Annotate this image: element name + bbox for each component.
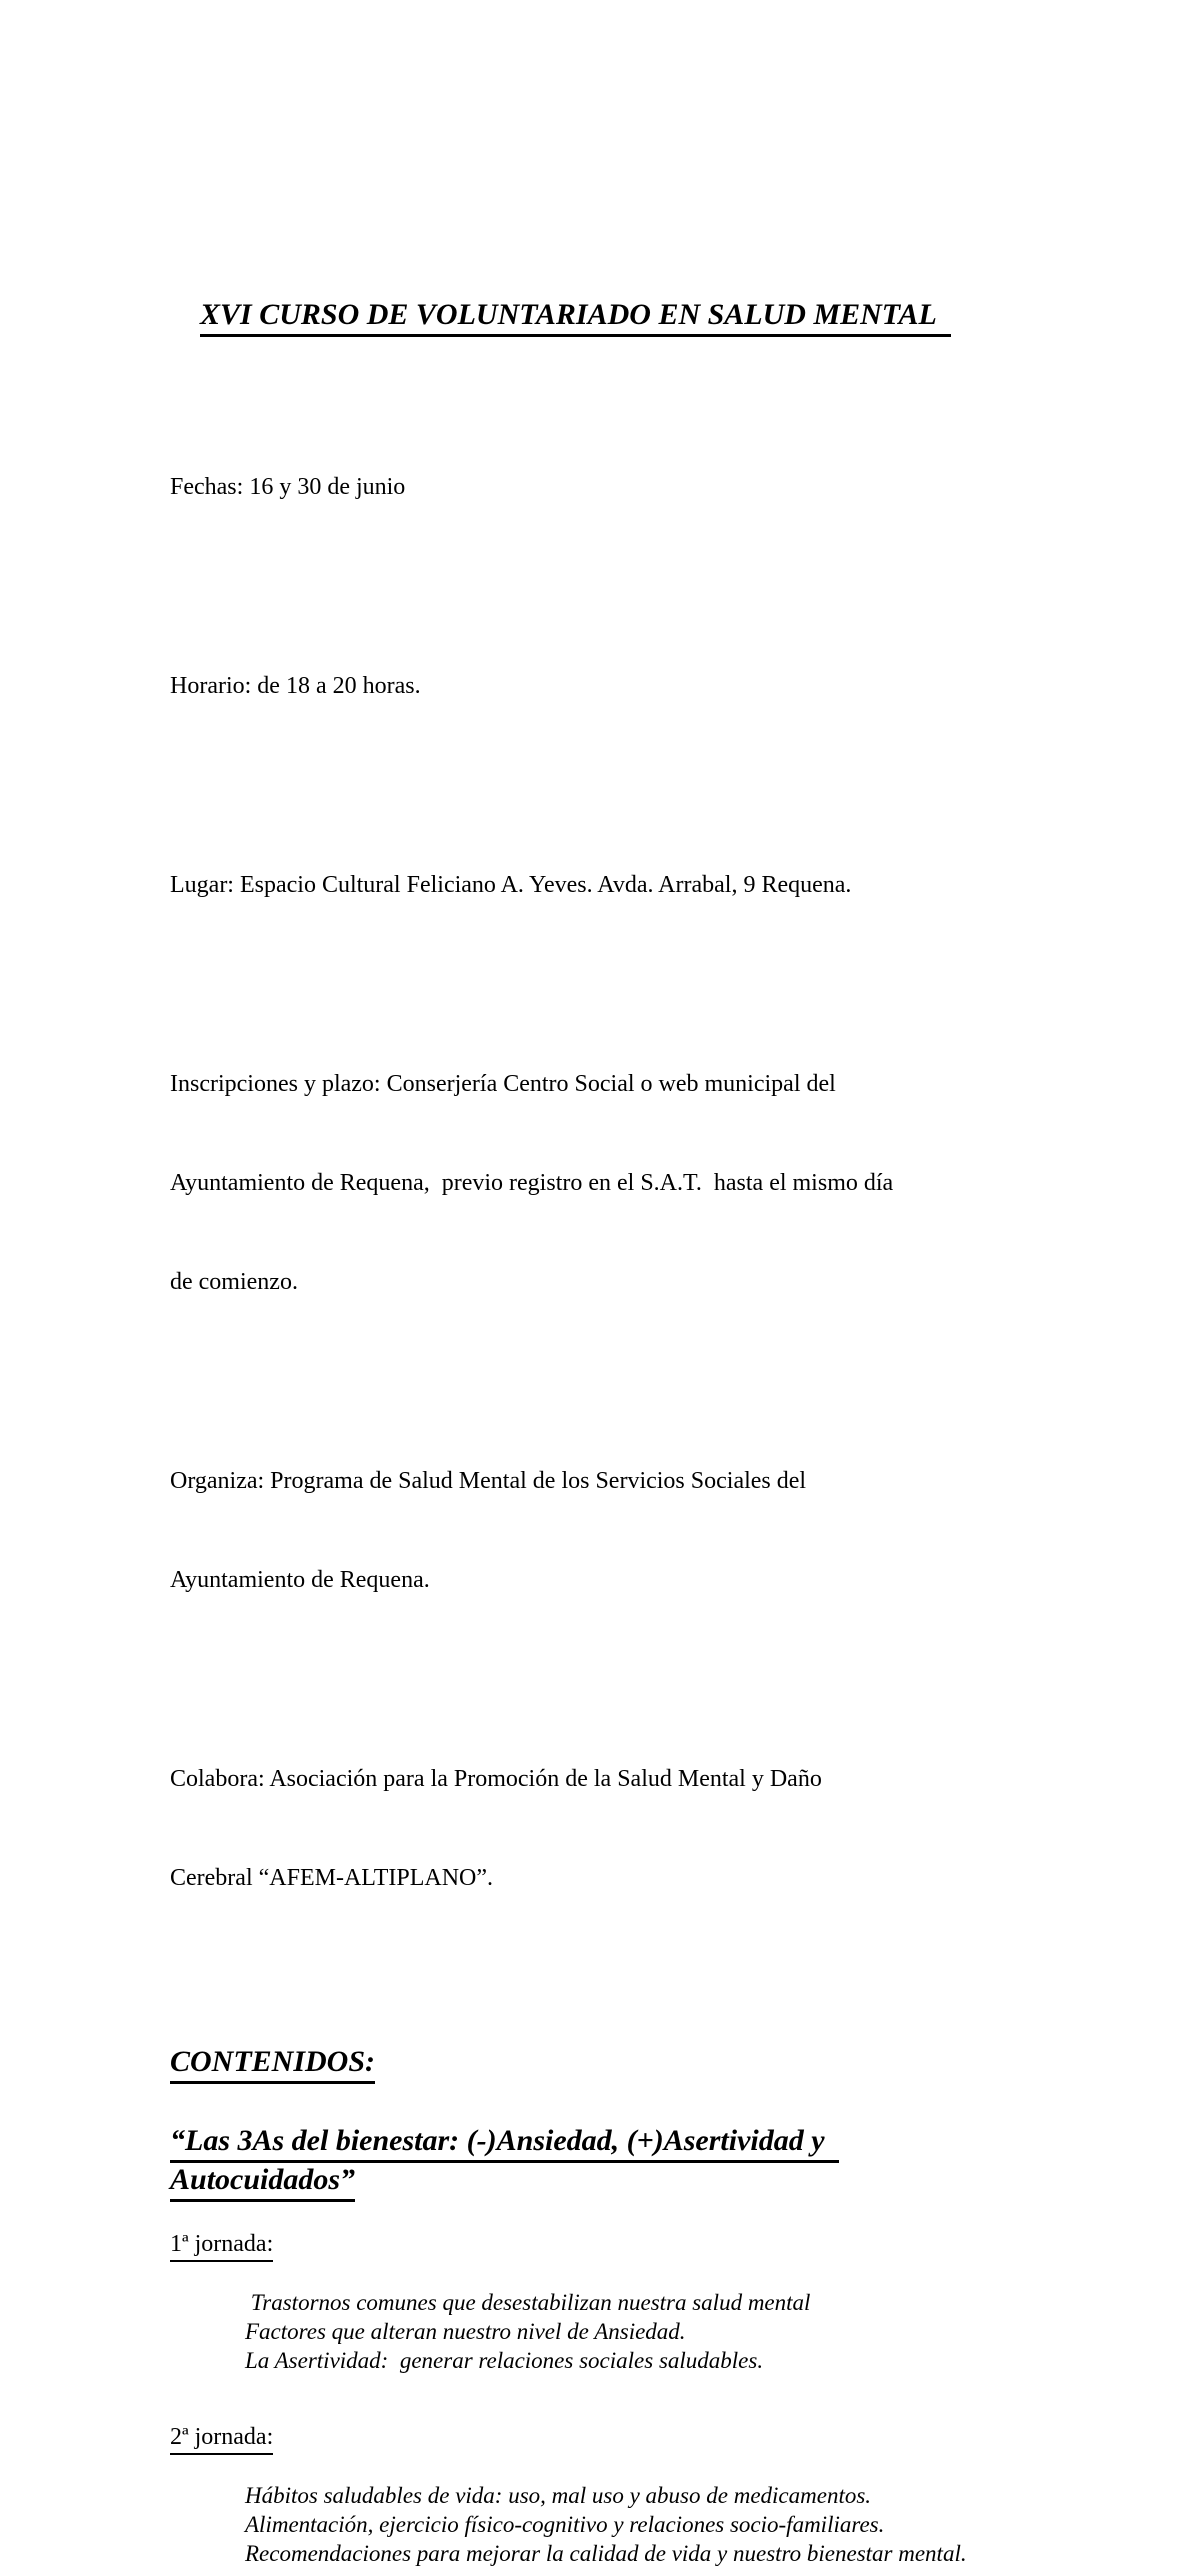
info-paragraph-colabora [170,1697,1050,1961]
session-1-items [170,2288,1050,2375]
info-line-lugar: Lugar: Espacio Cultural Feliciano A. Yeves. Avda. Arrabal, 9 Requena. [170,872,852,898]
info-paragraph-fechas [170,405,1050,570]
info-line: Cerebral “AFEM-ALTIPLANO”. [170,1865,494,1891]
info-line: Inscripciones y plazo: Conserjería Centro Social o web municipal del [170,1071,836,1097]
course-subtitle-row [170,2163,1050,2202]
info-paragraph-lugar [170,803,1050,968]
course-subtitle [170,2124,1050,2202]
document-title: XVI CURSO DE VOLUNTARIADO EN SALUD MENTAL [200,298,951,337]
session-item: Recomendaciones para mejorar la calidad de vida y nuestro bienestar mental. [245,2541,967,2566]
info-line: Ayuntamiento de Requena. [170,1567,430,1593]
session-2-items [170,2481,1050,2568]
session-1-heading-row [170,2229,1050,2262]
info-line: Organiza: Programa de Salud Mental de los Servicios Sociales del [170,1468,807,1494]
info-line: de comienzo. [170,1269,298,1295]
course-subtitle-row [170,2124,1050,2163]
session-item: La Asertividad: generar relaciones sociales saludables. [245,2348,764,2373]
info-line-horario: Horario: de 18 a 20 horas. [170,673,421,699]
contents-heading: CONTENIDOS: [170,2045,375,2084]
info-line-fechas: Fechas: 16 y 30 de junio [170,474,406,500]
session-item: Trastornos comunes que desestabilizan nuestra salud mental [245,2290,811,2315]
document-title-row [170,264,1050,371]
session-item: Alimentación, ejercicio físico-cognitivo y relaciones socio-familiares. [245,2512,885,2537]
course-subtitle-line: “Las 3As del bienestar: (-)Ansiedad, (+)Asertividad y [170,2124,839,2163]
session-2-heading-row [170,2422,1050,2455]
session-item: Hábitos saludables de vida: uso, mal uso y abuso de medicamentos. [245,2483,872,2508]
contents-heading-row [170,2045,1050,2084]
course-subtitle-line: Autocuidados” [170,2163,355,2202]
info-line: Colabora: Asociación para la Promoción de la Salud Mental y Daño [170,1766,822,1792]
session-item: Factores que alteran nuestro nivel de Ansiedad. [245,2319,686,2344]
info-paragraph-inscripciones [170,1002,1050,1365]
session-1-heading: 1ª jornada: [170,2229,273,2262]
info-paragraph-horario [170,604,1050,769]
info-line: Ayuntamiento de Requena, previo registro en el S.A.T. hasta el mismo día [170,1170,894,1196]
session-2-heading: 2ª jornada: [170,2422,273,2455]
info-paragraph-organiza [170,1399,1050,1663]
